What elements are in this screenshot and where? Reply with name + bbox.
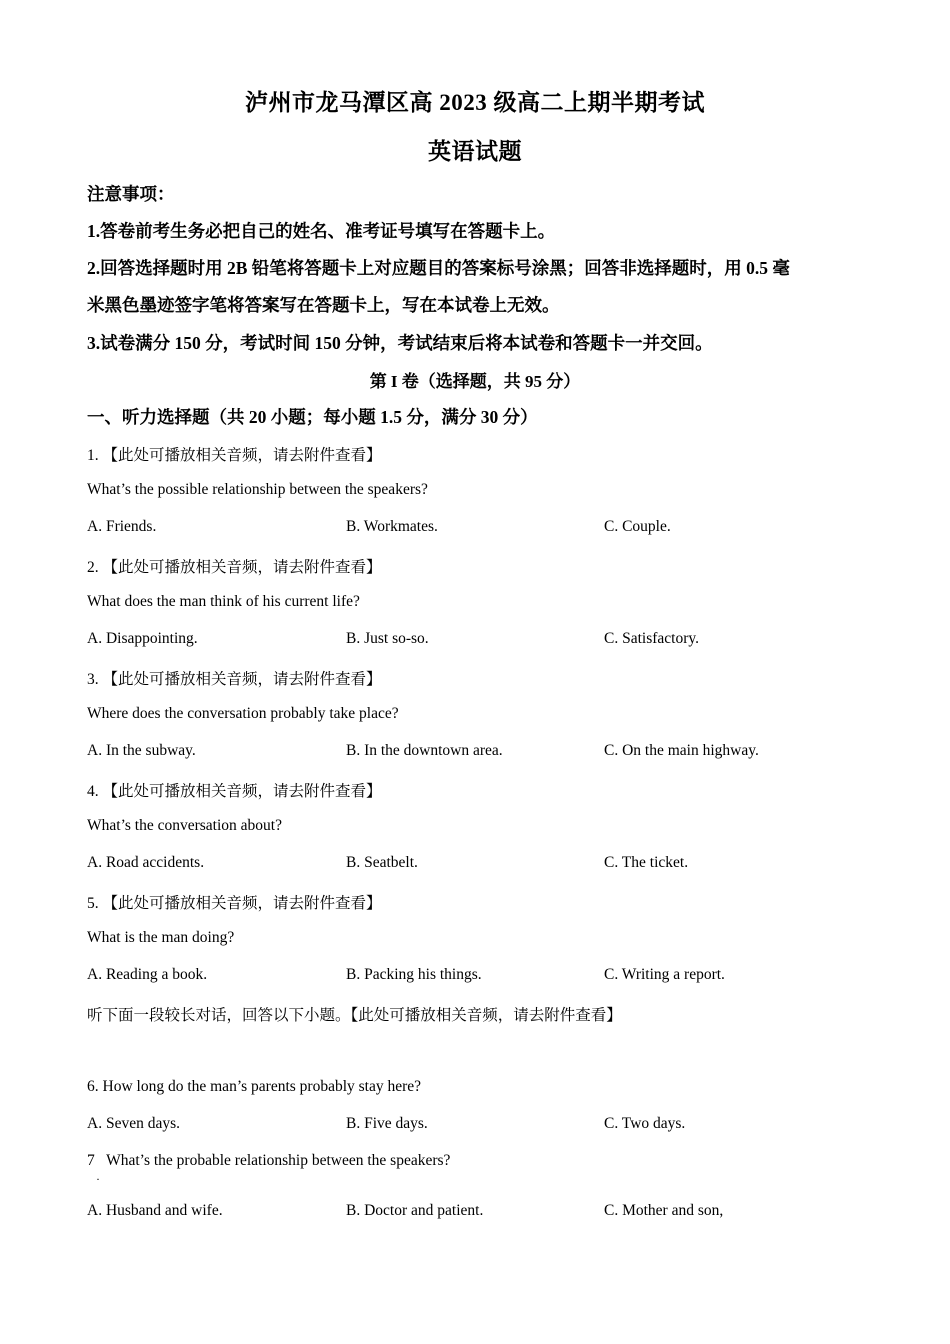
notice-item: 3.试卷满分 150 分，考试时间 150 分钟，考试结束后将本试卷和答题卡一并交回。 <box>87 333 713 353</box>
option-a: A. Seven days. <box>87 1115 180 1132</box>
option-a: A. Friends. <box>87 518 157 535</box>
question-text: What is the man doing? <box>87 929 235 946</box>
audio-placeholder: 1. 【此处可播放相关音频，请去附件查看】 <box>87 447 382 464</box>
option-b: B. Seatbelt. <box>346 854 418 871</box>
option-a: A. Reading a book. <box>87 966 208 983</box>
audio-placeholder: 3. 【此处可播放相关音频，请去附件查看】 <box>87 671 382 688</box>
option-a: A. In the subway. <box>87 742 196 759</box>
option-b: B. Doctor and patient. <box>346 1202 484 1219</box>
long-dialog-instruction: 听下面一段较长对话，回答以下小题。【此处可播放相关音频，请去附件查看】 <box>87 1007 622 1024</box>
audio-placeholder: 2. 【此处可播放相关音频，请去附件查看】 <box>87 559 382 576</box>
option-b: B. Workmates. <box>346 518 438 535</box>
option-b: B. Just so-so. <box>346 630 429 647</box>
option-c: C. Satisfactory. <box>604 630 699 647</box>
notice-item: 米黑色墨迹签字笔将答案写在答题卡上，写在本试卷上无效。 <box>87 295 560 315</box>
question-text: What’s the conversation about? <box>87 817 282 834</box>
option-c: C. On the main highway. <box>604 742 759 759</box>
part-title: 第 I 卷（选择题，共 95 分） <box>369 372 581 391</box>
option-c: C. Writing a report. <box>604 966 725 983</box>
stray-dot: · <box>96 1172 100 1186</box>
option-c: C. Two days. <box>604 1115 686 1132</box>
option-c: C. Couple. <box>604 518 671 535</box>
option-c: C. Mother and son, <box>604 1202 724 1219</box>
option-a: A. Husband and wife. <box>87 1202 223 1219</box>
option-c: C. The ticket. <box>604 854 689 871</box>
option-a: A. Disappointing. <box>87 630 198 647</box>
audio-placeholder: 4. 【此处可播放相关音频，请去附件查看】 <box>87 783 382 800</box>
audio-placeholder: 5. 【此处可播放相关音频，请去附件查看】 <box>87 895 382 912</box>
question-text: 6. How long do the man’s parents probably stay here? <box>87 1078 422 1095</box>
option-b: B. Five days. <box>346 1115 428 1132</box>
question-text: 7 What’s the probable relationship between the speakers? <box>87 1152 451 1169</box>
question-text: What does the man think of his current life? <box>87 593 360 610</box>
question-text: What’s the possible relationship between the speakers? <box>87 481 428 498</box>
section-title: 一、听力选择题（共 20 小题；每小题 1.5 分，满分 30 分） <box>87 407 538 427</box>
question-text: Where does the conversation probably take place? <box>87 705 399 722</box>
exam-subtitle: 英语试题 <box>428 139 522 164</box>
notice-item: 2.回答选择题时用 2B 铅笔将答题卡上对应题目的答案标号涂黑；回答非选择题时，用 0.5 毫 <box>87 258 790 278</box>
notice-heading: 注意事项： <box>87 184 175 204</box>
option-b: B. Packing his things. <box>346 966 482 983</box>
option-b: B. In the downtown area. <box>346 742 503 759</box>
option-a: A. Road accidents. <box>87 854 205 871</box>
exam-title: 泸州市龙马潭区高 2023 级高二上期半期考试 <box>245 90 705 115</box>
notice-item: 1.答卷前考生务必把自己的姓名、准考证号填写在答题卡上。 <box>87 221 556 241</box>
